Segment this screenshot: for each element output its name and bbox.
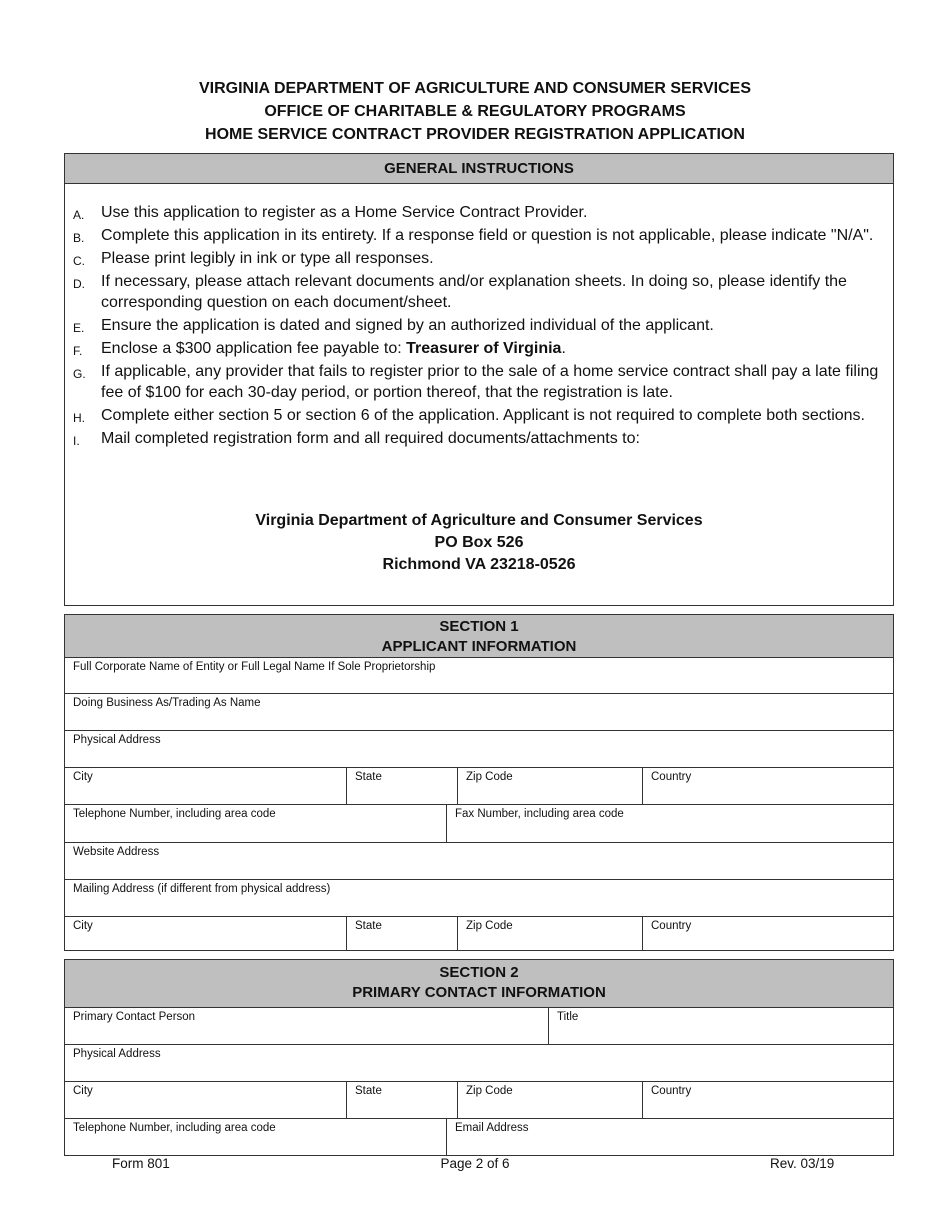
mailing-zip-code-field[interactable]: Zip Code [458, 917, 643, 950]
dba-field[interactable]: Doing Business As/Trading As Name [73, 697, 261, 709]
instruction-item: I. Mail completed registration form and all required documents/attachments to: [73, 430, 640, 448]
section-1-header [65, 615, 893, 658]
footer-revision: Rev. 03/19 [770, 1156, 835, 1171]
mailing-address-field[interactable]: Mailing Address (if different from physical address) [73, 883, 331, 895]
mailing-city-field[interactable]: City [65, 917, 347, 950]
city-field[interactable]: City [65, 768, 347, 804]
telephone-field[interactable]: Telephone Number, including area code [65, 805, 447, 842]
instruction-item: D. If necessary, please attach relevant documents and/or explanation sheets. In doing so, please identify the corresponding question on each document/sheet. [73, 273, 847, 311]
instruction-item: C. Please print legibly in ink or type all responses. [73, 250, 434, 268]
section-1-title: SECTION 1 [439, 618, 519, 635]
header-line-2: OFFICE OF CHARITABLE & REGULATORY PROGRAMS [264, 103, 686, 120]
primary-contact-field[interactable]: Primary Contact Person [65, 1008, 549, 1044]
zip-code-field[interactable]: Zip Code [458, 768, 643, 804]
section-2-box [64, 959, 894, 1156]
section-1-box [64, 614, 894, 951]
contact-country-field[interactable]: Country [651, 1085, 692, 1097]
general-instructions-title: GENERAL INSTRUCTIONS [65, 154, 893, 184]
fax-field[interactable]: Fax Number, including area code [455, 808, 624, 820]
contact-city-field[interactable]: City [65, 1082, 347, 1118]
email-field[interactable]: Email Address [455, 1122, 529, 1134]
instruction-item: A. Use this application to register as a Home Service Contract Provider. [73, 204, 588, 222]
website-field[interactable]: Website Address [73, 846, 160, 858]
section-2-subtitle: PRIMARY CONTACT INFORMATION [352, 984, 606, 1001]
footer-page-number: Page 2 of 6 [440, 1156, 510, 1171]
title-field[interactable]: Title [557, 1011, 579, 1023]
instruction-item: F. Enclose a $300 application fee payable to: Treasurer of Virginia. [73, 340, 566, 358]
physical-address-field[interactable]: Physical Address [73, 734, 161, 746]
contact-telephone-field[interactable]: Telephone Number, including area code [65, 1119, 447, 1155]
instruction-item: B. Complete this application in its entirety. If a response field or question is not applicable, please indicate "N/A". [73, 227, 874, 245]
section-2-title: SECTION 2 [439, 964, 519, 981]
instruction-item: E. Ensure the application is dated and signed by an authorized individual of the applicant. [73, 317, 714, 335]
section-2-header [65, 960, 893, 1008]
general-instructions-box [64, 153, 894, 606]
contact-zip-code-field[interactable]: Zip Code [458, 1082, 643, 1118]
contact-physical-address-field[interactable]: Physical Address [73, 1048, 161, 1060]
instruction-item: G. If applicable, any provider that fails to register prior to the sale of a home service contract shall pay a late filing fee of $100 for each 30-day period, or portion thereof, that the registration is late. [73, 363, 879, 401]
instructions-list [73, 202, 883, 451]
contact-state-field[interactable]: State [347, 1082, 458, 1118]
mailing-state-field[interactable]: State [347, 917, 458, 950]
footer-form-number: Form 801 [112, 1156, 170, 1171]
instruction-item: H. Complete either section 5 or section 6 of the application. Applicant is not required to complete both sections. [73, 407, 865, 425]
mailing-country-field[interactable]: Country [651, 920, 692, 932]
state-field[interactable]: State [347, 768, 458, 804]
mailing-address-block: Virginia Department of Agriculture and Consumer Services PO Box 526 Richmond VA 23218-0526 [255, 512, 703, 573]
header-line-3: HOME SERVICE CONTRACT PROVIDER REGISTRATION APPLICATION [205, 126, 745, 143]
section-1-subtitle: APPLICANT INFORMATION [381, 638, 577, 655]
country-field[interactable]: Country [651, 771, 692, 783]
header-line-1: VIRGINIA DEPARTMENT OF AGRICULTURE AND CONSUMER SERVICES [198, 80, 752, 97]
full-name-field[interactable]: Full Corporate Name of Entity or Full Legal Name If Sole Proprietorship [73, 661, 436, 673]
